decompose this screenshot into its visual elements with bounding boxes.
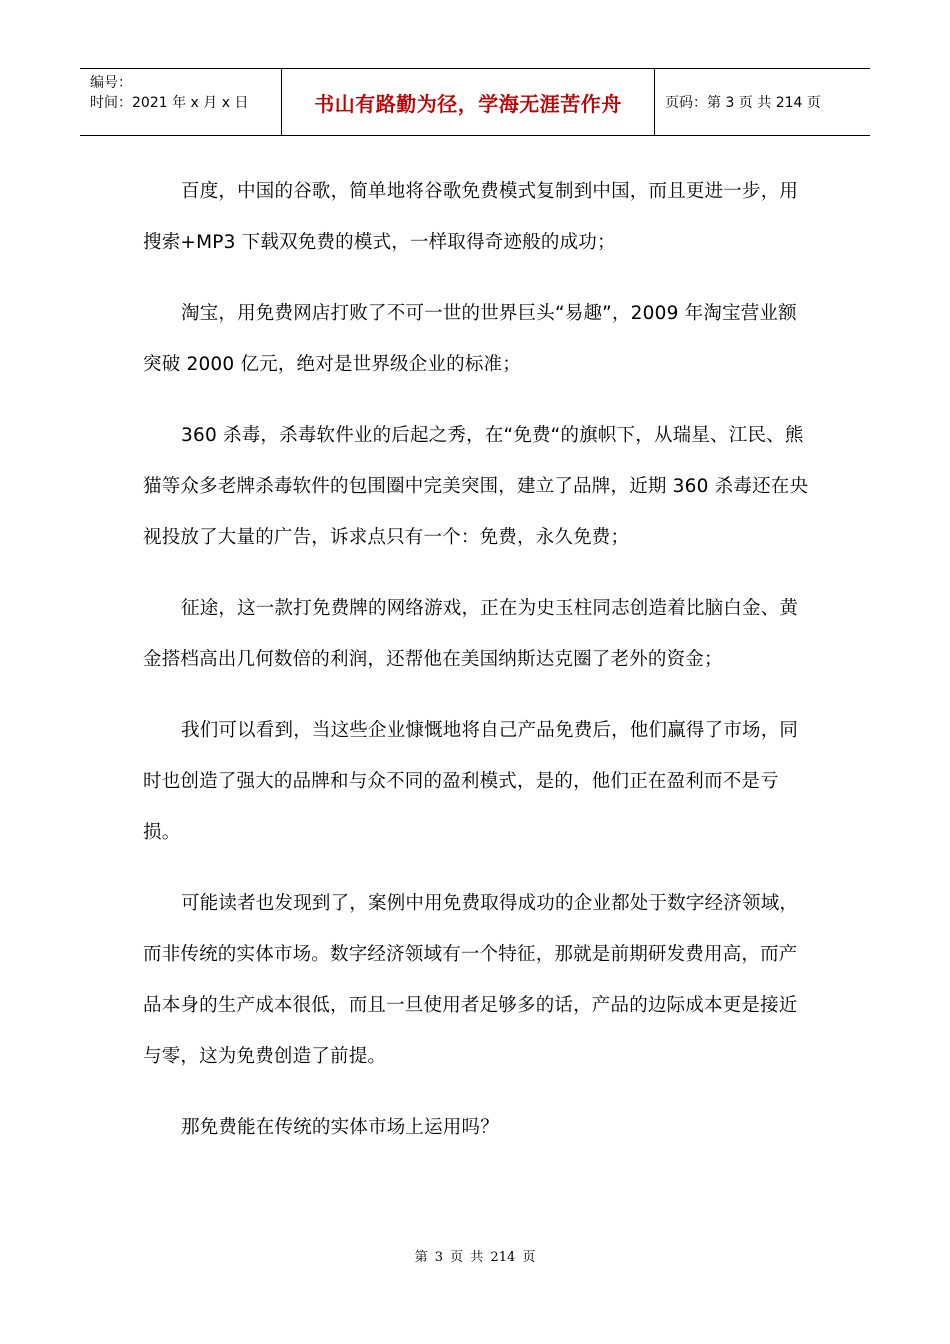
paragraph: 淘宝，用免费网店打败了不可一世的世界巨头“易趣”，2009 年淘宝营业额突破 2000 亿元，绝对是世界级企业的标准； — [143, 303, 797, 375]
paragraph: 我们可以看到，当这些企业慷慨地将自己产品免费后，他们赢得了市场，同时也创造了强大的品牌和与众不同的盈利模式，是的，他们正在盈利而不是亏损。 — [143, 720, 799, 843]
paragraph: 360 杀毒，杀毒软件业的后起之秀，在“免费“的旗帜下，从瑞星、江民、熊猫等众多老牌杀毒软件的包围圈中完美突围，建立了品牌，近期 360 杀毒还在央视投放了大量的广告，诉求点只有一个：免费，永久免费； — [143, 425, 809, 548]
header-motto: 书山有路勤为径，学海无涯苦作舟 — [314, 92, 622, 116]
header-divider — [654, 69, 655, 135]
page-footer: 第 3 页 共 214 页 — [414, 1250, 536, 1265]
paragraph: 百度，中国的谷歌，简单地将谷歌免费模式复制到中国，而且更进一步，用搜索+MP3 下载双免费的模式，一样取得奇迹般的成功； — [143, 181, 799, 253]
page-header — [80, 68, 870, 136]
header-meta — [90, 73, 248, 113]
paragraph: 征途，这一款打免费牌的网络游戏，正在为史玉柱同志创造着比脑白金、黄金搭档高出几何数倍的利润，还帮他在美国纳斯达克圈了老外的资金； — [143, 598, 799, 670]
paragraph: 那免费能在传统的实体市场上运用吗？ — [181, 1117, 499, 1138]
document-number-label: 编号： — [90, 75, 132, 91]
document-date: 时间：2021 年 x 月 x 日 — [90, 95, 249, 111]
paragraph: 可能读者也发现到了，案例中用免费取得成功的企业都处于数字经济领域，而非传统的实体市场。数字经济领域有一个特征，那就是前期研发费用高，而产品本身的生产成本很低，而且一旦使用者足够多的话，产品的边际成本更是接近与零，这为免费创造了前提。 — [143, 893, 799, 1067]
document-body — [143, 166, 815, 1173]
header-page-info: 页码：第 3 页 共 214 页 — [665, 95, 821, 111]
